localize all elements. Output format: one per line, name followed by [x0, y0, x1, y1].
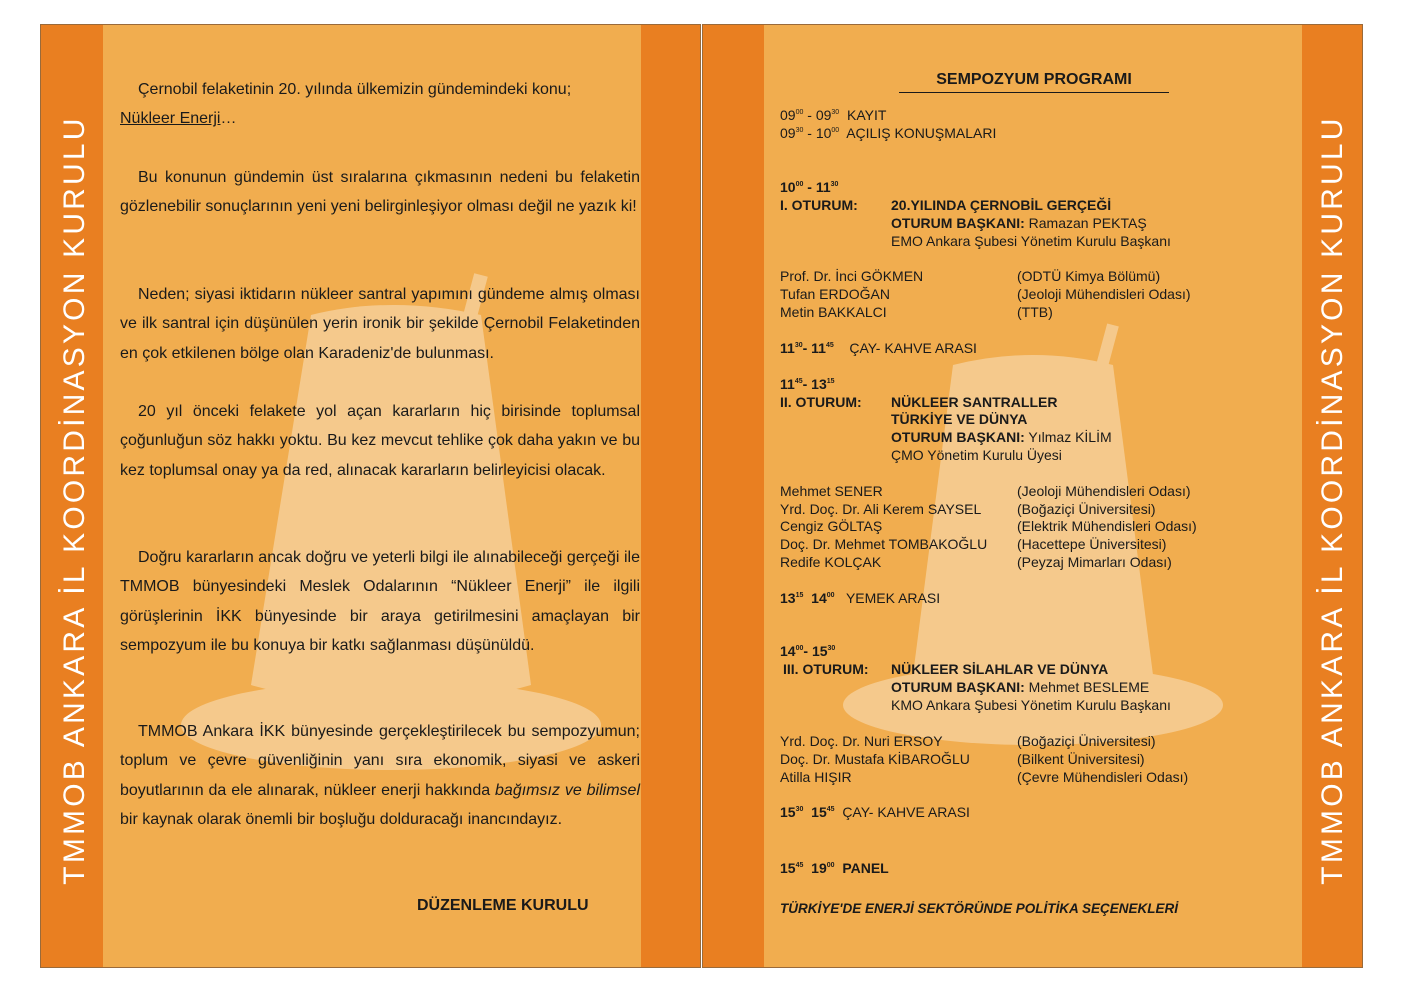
signature: DÜZENLEME KURULU	[417, 897, 589, 914]
session-2-title-1: NÜKLEER SANTRALLER	[891, 394, 1058, 410]
session-2-speaker-org: (Elektrik Mühendisleri Odası)	[1017, 518, 1197, 534]
session-2-title-2: TÜRKİYE VE DÜNYA	[891, 411, 1028, 427]
session-1-speaker-org: (TTB)	[1017, 304, 1053, 320]
session-2-speaker: Doç. Dr. Mehmet TOMBAKOĞLU	[780, 536, 988, 552]
paragraph-5	[120, 717, 640, 834]
paragraph-3	[120, 397, 640, 485]
schedule-opening: $09^{30} - 10^{00}$ AÇILIŞ KONUŞMALARI	[780, 125, 997, 141]
left-inner-stripe	[641, 25, 701, 967]
session-3-title: NÜKLEER SİLAHLAR VE DÜNYA	[891, 661, 1109, 677]
break-1: $11^{30}-$ $11^{45}$ ÇAY- KAHVE ARASI	[780, 340, 977, 356]
session-2-speaker: Mehmet SENER	[780, 483, 883, 499]
paragraph-1-text: Bu konunun gündemin üst sıralarına çıkmasının nedeni bu felaketin gözlenebilir sonuçlarının yeni yeni belirginleşiyor olması değil ne yazık ki!	[120, 169, 640, 216]
session-2-label: II. OTURUM:	[780, 394, 862, 410]
paragraph-3-text: 20 yıl önceki felakete yol açan kararların hiç birisinde toplumsal çoğunluğun söz hakkı yoktu. Bu kez mevcut tehlike çok daha yakın ve bu kez toplumsal onay ya da red, alınacak kararların belirleyicisi olacak.	[120, 403, 640, 479]
paragraph-5-italic: bağımsız ve bilimsel	[495, 781, 641, 799]
paragraph-5-text-end: bir kaynak olarak önemli bir boşluğu dolduracağı inancındayız.	[120, 810, 563, 828]
right-page	[702, 24, 1363, 968]
left-page	[40, 24, 701, 968]
intro-ellipsis: …	[220, 110, 237, 128]
session-3-speaker-org: (Çevre Mühendisleri Odası)	[1017, 769, 1189, 785]
session-2-speaker: Redife KOLÇAK	[780, 554, 882, 570]
session-1-time: $10^{00} - 11^{30}$	[780, 179, 839, 195]
session-2-speaker-org: (Boğaziçi Üniversitesi)	[1017, 501, 1156, 517]
session-2-speaker-org: (Hacettepe Üniversitesi)	[1017, 536, 1167, 552]
session-1-label: I. OTURUM:	[780, 197, 858, 213]
paragraph-4	[120, 543, 640, 660]
paragraph-2	[120, 280, 640, 368]
session-2-speaker: Yrd. Doç. Dr. Ali Kerem SAYSEL	[780, 501, 982, 517]
break-3: $15^{30}$ $15^{45}$ ÇAY- KAHVE ARASI	[780, 804, 970, 820]
session-2-chair-org: ÇMO Yönetim Kurulu Üyesi	[891, 447, 1062, 463]
left-vertical-title: TMMOB ANKARA İL KOORDİNASYON KURULU	[58, 115, 91, 885]
program-title: SEMPOZYUM PROGRAMI	[899, 71, 1169, 93]
session-1-chair-org: EMO Ankara Şubesi Yönetim Kurulu Başkanı	[891, 233, 1171, 249]
session-3-speaker: Yrd. Doç. Dr. Nuri ERSOY	[780, 733, 943, 749]
session-1-chair: OTURUM BAŞKANI: Ramazan PEKTAŞ	[891, 215, 1147, 231]
paragraph-1	[120, 163, 640, 222]
panel-title: TÜRKİYE'DE ENERJİ SEKTÖRÜNDE POLİTİKA SEÇENEKLERİ	[780, 901, 1179, 916]
session-2-time: $11^{45}-$ $13^{15}$	[780, 376, 835, 392]
paragraph-4-text: Doğru kararların ancak doğru ve yeterli bilgi ile alınabileceği gerçeği ile TMMOB bünyesindeki Meslek Odalarının “Nükleer Enerji” ile ilgili görüşlerinin İKK bünyesinde bir araya getirilmesini amaçlayan bir sempozyum ile bu konuya bir katkı sağlanması düşünüldü.	[120, 549, 640, 654]
session-1-speaker: Tufan ERDOĞAN	[780, 286, 890, 302]
session-2-speaker: Cengiz GÖLTAŞ	[780, 518, 883, 534]
schedule-registration: $09^{00} - 09^{30}$ KAYIT	[780, 107, 887, 123]
break-2: $13^{15}$ $14^{00}$ YEMEK ARASI	[780, 590, 941, 606]
paragraph-5-text: TMMOB Ankara İKK bünyesinde gerçekleştirilecek bu sempozyumun; toplum ve çevre güvenliğinin yanı sıra ekonomik, siyasi ve askeri boyutlarının da ele alınarak, nükleer enerji hakkında	[120, 723, 640, 799]
right-vertical-title: TMMOB ANKARA İL KOORDİNASYON KURULU	[1316, 115, 1349, 885]
session-2-speaker-org: (Jeoloji Mühendisleri Odası)	[1017, 483, 1191, 499]
session-3-chair-org: KMO Ankara Şubesi Yönetim Kurulu Başkanı	[891, 697, 1171, 713]
intro-underlined: Nükleer Enerji	[120, 110, 221, 128]
session-3-time: $14^{00}-$ $15^{30}$	[780, 643, 836, 659]
right-inner-stripe	[703, 25, 764, 967]
intro-text: Çernobil felaketinin 20. yılında ülkemizin gündemindeki konu;	[138, 81, 572, 98]
panel-time: $15^{45}$ $19^{00}$ PANEL	[780, 860, 889, 876]
session-3-speaker-org: (Boğaziçi Üniversitesi)	[1017, 733, 1156, 749]
session-3-speaker: Doç. Dr. Mustafa KİBAROĞLU	[780, 751, 970, 767]
session-3-label: III. OTURUM:	[783, 661, 869, 677]
session-2-chair: OTURUM BAŞKANI: Yılmaz KİLİM	[891, 429, 1112, 445]
session-3-chair: OTURUM BAŞKANI: Mehmet BESLEME	[891, 679, 1150, 695]
session-1-title: 20.YILINDA ÇERNOBİL GERÇEĞİ	[891, 197, 1112, 213]
session-3-speaker-org: (Bilkent Üniversitesi)	[1017, 751, 1145, 767]
session-1-speaker: Prof. Dr. İnci GÖKMEN	[780, 268, 924, 284]
session-3-speaker: Atilla HIŞIR	[780, 769, 852, 785]
session-2-speaker-org: (Peyzaj Mimarları Odası)	[1017, 554, 1172, 570]
paragraph-2-text: Neden; siyasi iktidarın nükleer santral yapımını gündeme almış olması ve ilk santral için düşünülen yerin ironik bir şekilde Çernobil Felaketinden en çok etkilenen bölge olan Karadeniz'de bulunması.	[120, 286, 640, 362]
intro-paragraph	[120, 75, 640, 134]
session-1-speaker-org: (ODTÜ Kimya Bölümü)	[1017, 268, 1161, 284]
session-1-speaker: Metin BAKKALCI	[780, 304, 887, 320]
session-1-speaker-org: (Jeoloji Mühendisleri Odası)	[1017, 286, 1191, 302]
